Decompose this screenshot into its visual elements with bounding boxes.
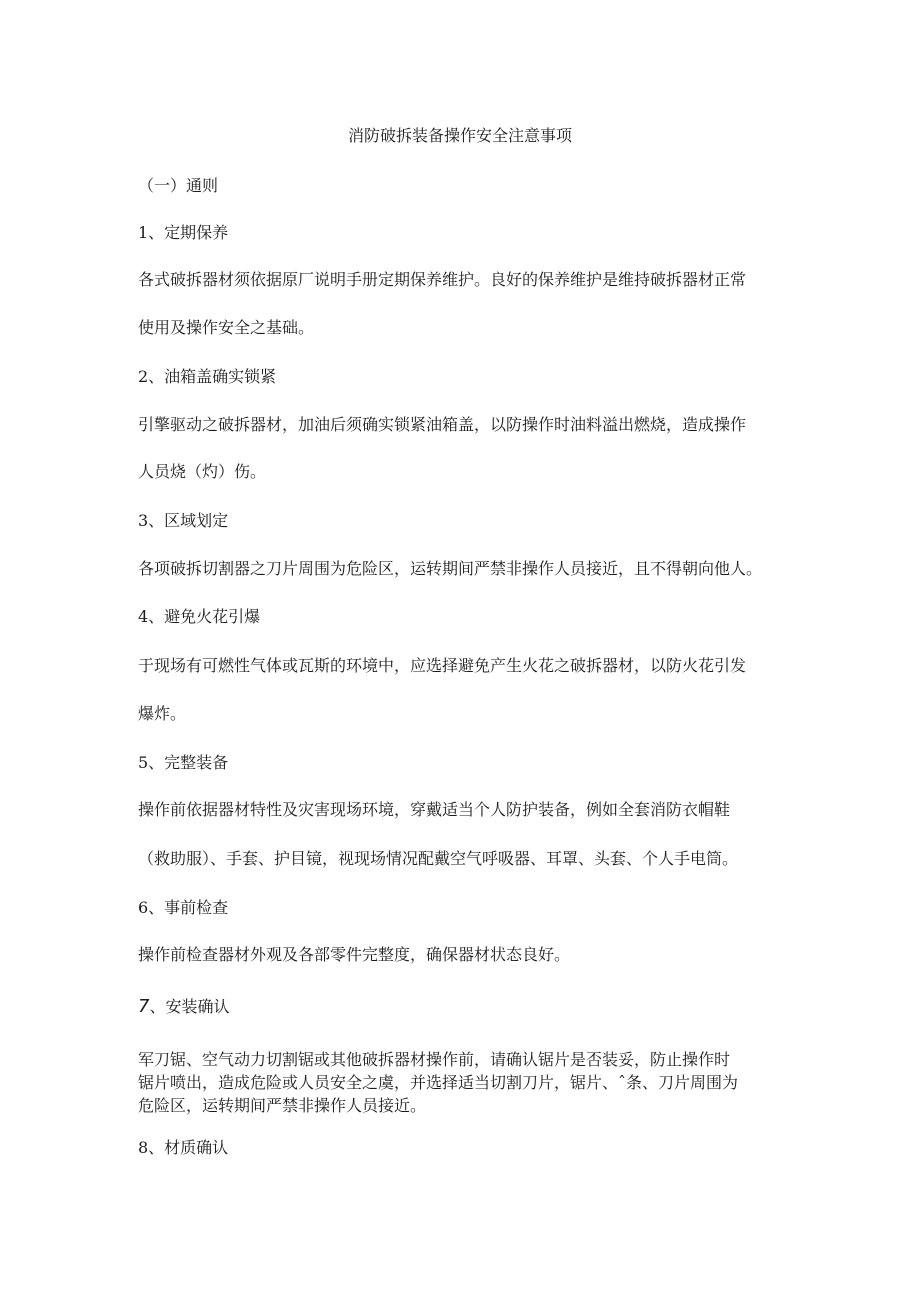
item-heading-7-text: 、安装确认 bbox=[149, 997, 230, 1016]
item-body-line: 危险区，运转期间严禁非操作人员接近。 bbox=[138, 1096, 427, 1115]
item-body-line: 人员烧（灼）伤。 bbox=[138, 462, 267, 481]
item-body-line: 使用及操作安全之基础。 bbox=[138, 318, 315, 337]
item-heading-3: 3、区域划定 bbox=[138, 511, 229, 530]
item-heading-8: 8、材质确认 bbox=[138, 1138, 229, 1157]
item-body-line: 于现场有可燃性气体或瓦斯的环境中，应选择避免产生火花之破拆器材，以防火花引发 bbox=[138, 656, 747, 675]
item-heading-2: 2、油箱盖确实锁紧 bbox=[138, 367, 277, 386]
item-body-line: 爆炸。 bbox=[138, 704, 187, 723]
item-body-line: 操作前检查器材外观及各部零件完整度，确保器材状态良好。 bbox=[138, 945, 571, 964]
item-body-line: 各项破拆切割器之刀片周围为危险区，运转期间严禁非操作人员接近，且不得朝向他人。 bbox=[138, 559, 763, 578]
item-heading-6: 6、事前检查 bbox=[138, 898, 229, 917]
item-body-line: 操作前依据器材特性及灾害现场环境，穿戴适当个人防护装备，例如全套消防衣帽鞋 bbox=[138, 800, 731, 819]
item-heading-4: 4、避免火花引爆 bbox=[138, 607, 261, 626]
item-body-line: 锯片喷出，造成危险或人员安全之虞，并选择适当切割刀片，锯片、ˆ条、刀片周围为 bbox=[138, 1073, 739, 1092]
item-body-line: （救助服）、手套、护目镜，视现场情况配戴空气呼吸器、耳罩、头套、个人手电筒。 bbox=[138, 849, 739, 868]
item-number-7: 7 bbox=[138, 996, 150, 1017]
item-body-line: 引擎驱动之破拆器材，加油后须确实锁紧油箱盖，以防操作时油料溢出燃烧，造成操作 bbox=[138, 415, 747, 434]
document-title: 消防破拆装备操作安全注意事项 bbox=[347, 126, 572, 145]
item-heading-5: 5、完整装备 bbox=[138, 753, 229, 772]
item-heading-1: 1、定期保养 bbox=[138, 223, 229, 242]
item-heading-7 bbox=[138, 997, 229, 1017]
item-body-line: 军刀锯、空气动力切割锯或其他破拆器材操作前，请确认锯片是否装妥，防止操作时 bbox=[138, 1050, 731, 1069]
section-heading: （一）通则 bbox=[138, 176, 219, 195]
item-body-line: 各式破拆器材须依据原厂说明手册定期保养维护。良好的保养维护是维持破拆器材正常 bbox=[138, 270, 747, 289]
